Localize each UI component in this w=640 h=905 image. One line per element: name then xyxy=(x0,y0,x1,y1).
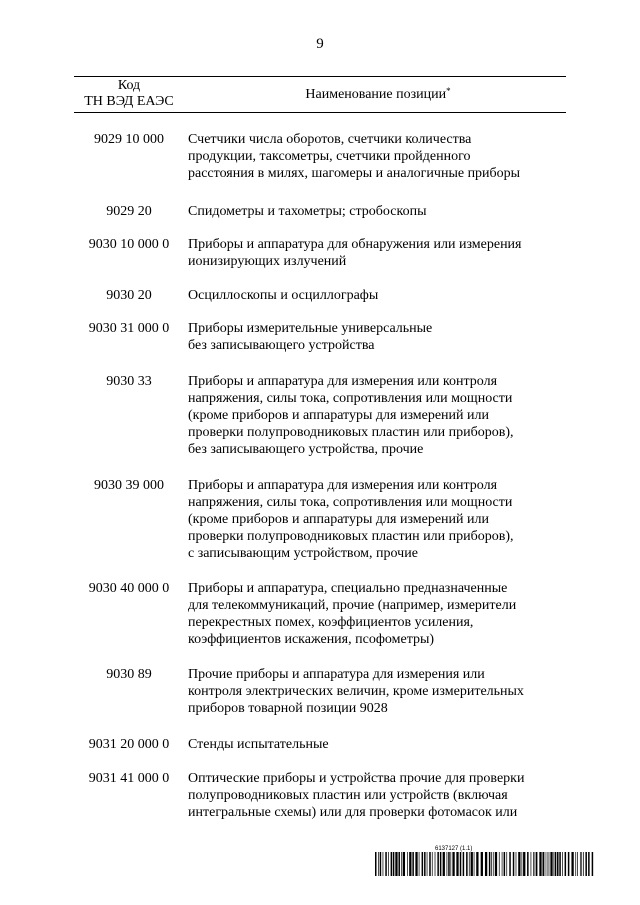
row-description: Приборы и аппаратура для измерения или контроля напряжения, силы тока, сопротивления или мощности (кроме приборов и аппаратуры для измерений или проверки полупроводниковых пластин или приборов), с записывающим устройством, прочие xyxy=(188,478,514,561)
row-code: 9030 40 000 0 xyxy=(88,581,170,596)
row-description: Приборы и аппаратура, специально предназначенные для телекоммуникаций, прочие (например, измерители перекрестных помех, коэффициентов усиления, коэффициентов искажения, псофометры) xyxy=(188,581,517,647)
row-description: Осциллоскопы и осциллографы xyxy=(188,288,379,303)
row-description: Оптические приборы и устройства прочие для проверки полупроводниковых пластин или устройств (включая интегральные схемы) или для проверки фотомасок или xyxy=(188,771,525,820)
header-footnote-mark: * xyxy=(446,86,451,96)
row-description: Спидометры и тахометры; стробоскопы xyxy=(188,204,427,219)
row-code: 9030 33 xyxy=(106,374,152,389)
row-description: Стенды испытательные xyxy=(188,737,329,752)
row-code: 9030 10 000 0 xyxy=(88,237,170,252)
page-number: 9 xyxy=(316,36,324,52)
row-code: 9030 89 xyxy=(106,667,152,682)
row-code: 9030 31 000 0 xyxy=(88,321,170,336)
header-name-label: Наименование позиции xyxy=(305,87,447,102)
row-code: 9030 39 000 xyxy=(94,478,164,493)
row-code: 9029 10 000 xyxy=(94,132,164,147)
document-stamp: 6137127 (1.1) xyxy=(435,846,473,852)
row-description: Приборы и аппаратура для измерения или контроля напряжения, силы тока, сопротивления или мощности (кроме приборов и аппаратуры для измерений или проверки полупроводниковых пластин или приборов), без записывающего устройства, прочие xyxy=(188,374,514,457)
row-code: 9031 41 000 0 xyxy=(88,771,170,786)
row-code: 9031 20 000 0 xyxy=(88,737,170,752)
row-code: 9030 20 xyxy=(106,288,152,303)
header-code-sublabel: ТН ВЭД ЕАЭС xyxy=(84,94,174,109)
row-description: Счетчики числа оборотов, счетчики количества продукции, таксометры, счетчики пройденного расстояния в милях, шагомеры и аналогичные приборы xyxy=(188,132,521,181)
header-code-label: Код xyxy=(117,78,141,93)
row-description: Прочие приборы и аппаратура для измерения или контроля электрических величин, кроме измерительных приборов товарной позиции 9028 xyxy=(188,667,524,716)
row-description: Приборы измерительные универсальные без записывающего устройства xyxy=(188,321,433,353)
barcode-icon xyxy=(375,852,595,876)
row-description: Приборы и аппаратура для обнаружения или измерения ионизирующих излучений xyxy=(188,237,522,269)
row-code: 9029 20 xyxy=(106,204,152,219)
